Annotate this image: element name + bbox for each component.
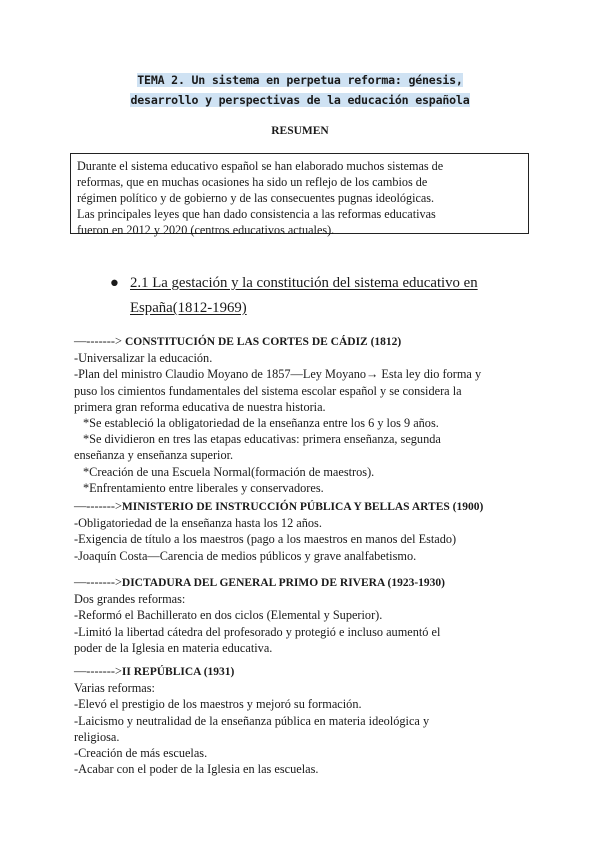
block-line: -Elevó el prestigio de los maestros y mejoró su formación.	[74, 697, 362, 712]
block-line: -Creación de más escuelas.	[74, 746, 208, 761]
arrow-marker: —------->	[74, 575, 122, 589]
block-title: DICTADURA DEL GENERAL PRIMO DE RIVERA (1923-1930)	[121, 577, 445, 589]
block-title: CONSTITUCIÓN DE LAS CORTES DE CÁDIZ (1812)	[124, 336, 402, 348]
block-line: -Laicismo y neutralidad de la enseñanza pública en materia ideológica y	[74, 713, 430, 728]
summary-line: Las principales leyes que han dado consistencia a las reformas educativas	[77, 207, 436, 221]
block-line: *Se dividieron en tres las etapas educativas: primera enseñanza, segunda	[83, 432, 441, 447]
resumen-heading: RESUMEN	[271, 125, 329, 137]
summary-line: régimen político y de gobierno y de las consecuentes pugnas ideológicas.	[77, 191, 435, 205]
block-line: -Universalizar la educación.	[74, 351, 213, 366]
block-line: -Acabar con el poder de la Iglesia en las escuelas.	[74, 762, 319, 777]
title-line-2: desarrollo y perspectivas de la educación española	[130, 93, 470, 107]
arrow-marker: —------->	[74, 334, 125, 348]
block-heading	[74, 663, 534, 680]
section-heading-line-2: España(1812-1969)	[130, 300, 247, 316]
block-line: -Joaquín Costa—Carencia de medios públicos y grave analfabetismo.	[74, 548, 417, 563]
block-line: enseñanza y enseñanza superior.	[74, 448, 234, 463]
block-line: -Plan del ministro Claudio Moyano de 1857—Ley Moyano→ Esta ley dio forma y	[74, 367, 482, 382]
arrow-marker: —------->	[74, 499, 122, 513]
block-line: puso los cimientos fundamentales del sistema escolar español y se considera la	[74, 383, 462, 398]
summary-line: Durante el sistema educativo español se han elaborado muchos sistemas de	[77, 159, 444, 173]
block-line: *Creación de una Escuela Normal(formación de maestros).	[83, 464, 375, 479]
block-heading	[74, 574, 534, 591]
block-line: -Exigencia de título a los maestros (pago a los maestros en manos del Estado)	[74, 532, 457, 547]
summary-line: fueron en 2012 y 2020 (centros educativos actuales).	[77, 223, 335, 237]
bullet-icon: ●	[110, 275, 119, 291]
summary-line: reformas, que en muchas ocasiones ha sido un reflejo de los cambios de	[77, 175, 428, 189]
block-dictadura	[74, 574, 534, 656]
block-line: Varias reformas:	[74, 681, 155, 696]
block-line: poder de la Iglesia en materia educativa.	[74, 640, 273, 655]
block-heading	[74, 333, 534, 350]
title-line-1: TEMA 2. Un sistema en perpetua reforma: génesis,	[137, 73, 463, 87]
block-line: -Limitó la libertad cátedra del profesorado y protegió e incluso aumentó el	[74, 624, 441, 639]
block-line: *Enfrentamiento entre liberales y conservadores.	[83, 480, 324, 495]
block-republica	[74, 663, 534, 777]
summary-box	[70, 153, 529, 237]
block-title: MINISTERIO DE INSTRUCCIÓN PÚBLICA Y BELLAS ARTES (1900)	[121, 501, 484, 513]
section-heading	[110, 271, 530, 321]
block-ministerio	[74, 498, 534, 564]
block-line: *Se estableció la obligatoriedad de la enseñanza entre los 6 y los 9 años.	[83, 416, 439, 431]
block-line: Dos grandes reformas:	[74, 592, 186, 607]
block-line: -Reformó el Bachillerato en dos ciclos (Elemental y Superior).	[74, 608, 383, 623]
document-title	[100, 70, 500, 110]
block-line: primera gran reforma educativa de nuestra historia.	[74, 399, 326, 414]
block-cadiz	[74, 333, 534, 496]
section-heading-line-1: 2.1 La gestación y la constitución del sistema educativo en	[130, 275, 478, 291]
block-heading	[74, 498, 534, 515]
block-line: religiosa.	[74, 729, 120, 744]
block-title: II REPÚBLICA (1931)	[121, 666, 235, 678]
block-line: -Obligatoriedad de la enseñanza hasta los 12 años.	[74, 516, 322, 531]
arrow-marker: —------->	[74, 664, 122, 678]
